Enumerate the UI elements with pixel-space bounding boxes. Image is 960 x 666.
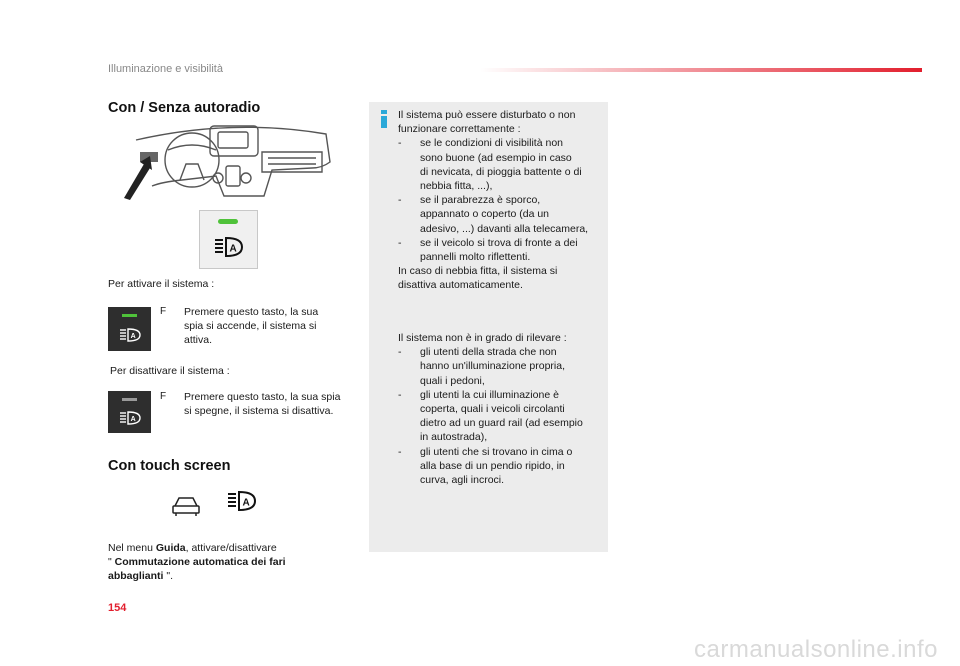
list-item: - gli utenti la cui illuminazione è coperta, quali i veicoli circolanti dietro ad un guard rail (ad esempio in autostrada), [398,388,583,444]
bullet-symbol: F [160,391,167,402]
svg-text:A: A [130,333,136,340]
list-item: - se il veicolo si trova di fronte a dei pannelli molto riflettenti. [398,236,578,264]
list-item: - se le condizioni di visibilità non sono buone (ad esempio in caso di nevicata, di pioggia battente o di nebbia fitta, ...), [398,137,582,193]
title-with-without-radio: Con / Senza autoradio [108,100,261,116]
watermark: carmanualsonline.info [694,636,938,663]
panel-detection-block: Il sistema non è in grado di rilevare : - gli utenti della strada che non hanno un'illuminazione propria, quali i pedoni, - gli utenti la cui illuminazione è coperta, quali i veicoli circolanti dietro ad un guard rail (ad esempio in autostrada), - gli utenti che si trovano in cima o alla base di un pendio ripido, in curva, agli incroci. [398,331,602,487]
title-touch-screen: Con touch screen [108,458,231,474]
panel-disturbance-block: Il sistema può essere disturbato o non funzionare correttamente : - se le condizioni di visibilità non sono buone (ad esempio in caso di nevicata, di pioggia battente o di nebbia fitta, ...), - se il parabrezza è sporco, appannato o coperto (da un adesivo, ...) davanti alla telecamera, - se il veicolo si trova di fronte a dei pannelli molto riflettenti. In caso di nebbia fitta, il sistema si disattiva automaticamente. [398,108,602,293]
info-icon [381,110,387,128]
page-number: 154 [108,602,127,614]
touch-menu-instruction: Nel menu Guida, attivare/disattivare " Commutazione automatica dei fari abbaglianti ". [108,542,286,582]
info-panel [369,102,608,552]
svg-text:A: A [229,243,237,255]
list-item: - se il parabrezza è sporco, appannato o coperto (da un adesivo, ...) davanti alla telecamera, [398,194,589,235]
menu-name-guida: Guida [155,542,186,554]
auto-highbeam-icon [120,410,142,426]
arrow-pointer-icon [124,164,150,200]
auto-highbeam-button-large [199,210,258,269]
svg-text:A: A [242,497,250,509]
car-icon [171,494,201,518]
deactivate-instruction: F Premere questo tasto, la sua spia si spegne, il sistema si disattiva. [160,391,341,417]
deactivate-label: Per disattivare il sistema : [110,365,230,377]
auto-highbeam-icon [120,327,142,343]
led-off-indicator [122,398,137,401]
activate-instruction: F Premere questo tasto, la sua spia si accende, il sistema si attiva. [160,306,319,346]
header-accent-bar [480,68,922,72]
svg-text:A: A [130,416,136,423]
auto-highbeam-icon [225,489,259,513]
list-item: - gli utenti che si trovano in cima o alla base di un pendio ripido, in curva, agli incroci. [398,445,573,487]
dashboard-illustration [122,120,332,200]
button-led-off [108,391,151,433]
button-led-on [108,307,151,351]
led-on-indicator [218,219,238,224]
auto-highbeam-icon [214,235,244,259]
section-header: Illuminazione e visibilità [108,63,223,75]
menu-option-name: Commutazione automatica dei fari [114,556,286,568]
led-on-indicator [122,314,137,317]
list-item: - gli utenti della strada che non hanno un'illuminazione propria, quali i pedoni, [398,346,566,387]
bullet-symbol: F [160,306,167,317]
activate-label: Per attivare il sistema : [108,278,215,290]
